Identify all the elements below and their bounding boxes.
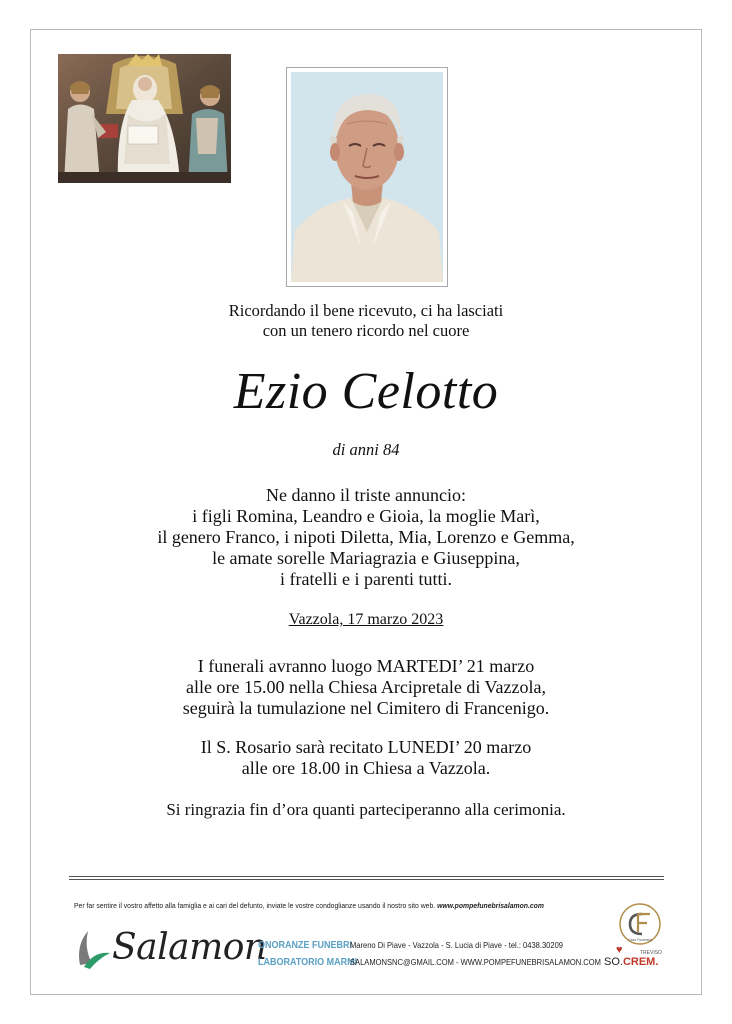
announcement-line: i fratelli e i parenti tutti. bbox=[280, 569, 452, 589]
socrem-crem: CREM. bbox=[622, 956, 659, 968]
funeral-info bbox=[0, 656, 732, 719]
condolence-note bbox=[74, 901, 544, 910]
announcement-line: le amate sorelle Mariagrazia e Giuseppina, bbox=[212, 548, 520, 568]
contact-line: Mareno Di Piave - Vazzola - S. Lucia di Piave - tel.: 0438.30209 bbox=[350, 940, 563, 950]
rosary-line: alle ore 18.00 in Chiesa a Vazzola. bbox=[241, 758, 491, 778]
portrait-frame bbox=[286, 67, 448, 287]
cf-logo-caption: Casa Funeraria bbox=[627, 938, 653, 942]
leaf-logo-icon bbox=[74, 925, 114, 971]
announcement-line: il genero Franco, i nipoti Diletta, Mia, Lorenzo e Gemma, bbox=[157, 527, 575, 547]
salamon-logo bbox=[74, 925, 267, 971]
rosary-line: Il S. Rosario sarà recitato LUNEDI’ 20 marzo bbox=[200, 737, 532, 757]
service-item: LABORATORIO MARMI bbox=[258, 957, 358, 968]
services-list bbox=[258, 937, 357, 971]
deceased-name: Ezio Celotto bbox=[233, 363, 499, 420]
announcement-line: i figli Romina, Leandro e Gioia, la moglie Marì, bbox=[192, 506, 540, 526]
funeral-line: I funerali avranno luogo MARTEDI’ 21 marzo bbox=[197, 656, 535, 676]
rosary-info bbox=[0, 737, 732, 779]
religious-image bbox=[58, 54, 231, 183]
flame-icon: ♥ bbox=[616, 944, 623, 956]
footer-divider bbox=[69, 879, 664, 880]
condolence-text: Per far sentire il vostro affetto alla famiglia e ai cari del defunto, inviate le vostre condoglianze usando il nostro sito web. bbox=[74, 901, 436, 910]
footer-divider bbox=[69, 876, 664, 877]
intro-line: con un tenero ricordo nel cuore bbox=[262, 321, 470, 340]
funeral-line: alle ore 15.00 nella Chiesa Arcipretale di Vazzola, bbox=[185, 677, 547, 697]
service-item: ONORANZE FUNEBRI bbox=[258, 940, 353, 951]
thanks-text: Si ringrazia fin d’ora quanti parteciperanno alla cerimonia. bbox=[166, 800, 566, 819]
intro-text bbox=[0, 301, 732, 341]
cf-monogram-icon bbox=[618, 902, 662, 946]
place-date bbox=[0, 611, 732, 629]
socrem-treviso-label: TREVISO bbox=[640, 950, 662, 956]
logo-wordmark: Salamon bbox=[112, 927, 267, 968]
contact-info bbox=[350, 937, 601, 971]
portrait-photo bbox=[291, 72, 443, 282]
socrem-so: SO. bbox=[604, 956, 623, 968]
contact-line: SALAMONSNC@GMAIL.COM - WWW.POMPEFUNEBRISALAMON.COM bbox=[350, 957, 601, 967]
casa-funeraria-logo bbox=[618, 902, 662, 946]
announcement-line: Ne danno il triste annuncio: bbox=[266, 485, 466, 505]
deceased-age: di anni 84 bbox=[332, 440, 400, 459]
intro-line: Ricordando il bene ricevuto, ci ha lasciati bbox=[228, 301, 504, 320]
announcement bbox=[0, 485, 732, 590]
place-date-text: Vazzola, 17 marzo 2023 bbox=[288, 611, 444, 628]
website-link[interactable]: www.pompefunebrisalamon.com bbox=[437, 901, 544, 910]
funeral-line: seguirà la tumulazione nel Cimitero di Francenigo. bbox=[182, 698, 550, 718]
